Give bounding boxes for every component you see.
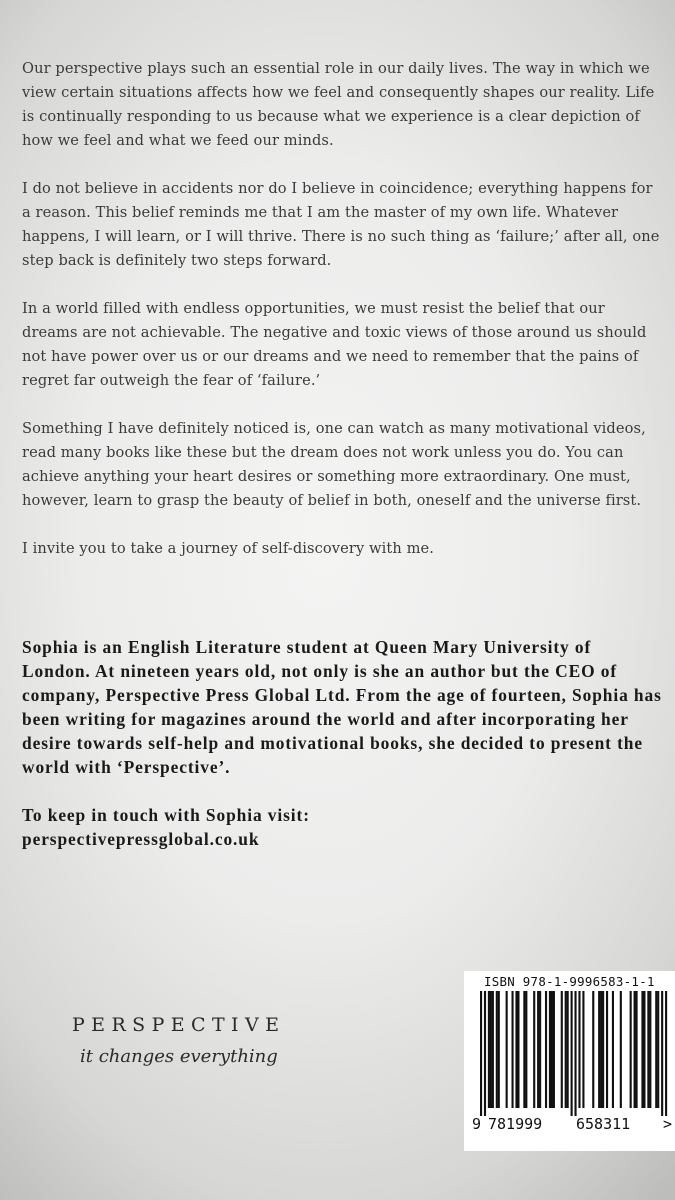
barcode-bar bbox=[643, 991, 645, 1108]
barcode-bar bbox=[549, 991, 551, 1108]
barcode-bar bbox=[506, 991, 508, 1108]
blurb-paragraph-5: I invite you to take a journey of self-discovery with me. bbox=[22, 540, 435, 557]
barcode-bar bbox=[620, 991, 622, 1108]
barcode-bar bbox=[630, 991, 632, 1108]
barcode-bars bbox=[468, 991, 671, 1116]
isbn-barcode bbox=[464, 971, 675, 1151]
ean-left-group: 781999 bbox=[488, 1115, 543, 1133]
blurb-paragraph-4: Something I have definitely noticed is, one can watch as many motivational videos, read many books like these but the dream does not work unless you do. You can achieve anything your heart desires or something more extraordinary. One must, however, learn to grasp the beauty of belief in both, oneself and the universe first. bbox=[22, 420, 646, 509]
barcode-bar bbox=[574, 991, 576, 1116]
blurb-paragraph-1: Our perspective plays such an essential role in our daily lives. The way in which we view certain situations affects how we feel and consequently shapes our reality. Life is continually responding to us because what we experience is a clear depiction of how we feel and what we feed our minds. bbox=[22, 60, 655, 149]
barcode-bar bbox=[533, 991, 535, 1108]
barcode-bar bbox=[484, 991, 486, 1116]
ean-first-digit: 9 bbox=[472, 1115, 482, 1133]
blurb-paragraph-3: In a world filled with endless opportunities, we must resist the belief that our dreams are not achievable. The negative and toxic views of those around us should not have power over us or our dreams and we need to remember that the pains of regret far outweigh the fear of ‘failure.’ bbox=[22, 300, 647, 389]
barcode-bar bbox=[551, 991, 553, 1108]
barcode-bar bbox=[567, 991, 569, 1108]
barcode-bar bbox=[661, 991, 663, 1116]
barcode-bar bbox=[539, 991, 541, 1108]
barcode-bar bbox=[649, 991, 651, 1108]
barcode-bar bbox=[488, 991, 490, 1108]
barcode-bar bbox=[665, 991, 667, 1116]
barcode-bar bbox=[578, 991, 580, 1108]
barcode-bar bbox=[553, 991, 555, 1108]
barcode-bar bbox=[592, 991, 594, 1108]
barcode-bar bbox=[517, 991, 519, 1108]
barcode-bar bbox=[490, 991, 492, 1108]
barcode-bar bbox=[657, 991, 659, 1108]
barcode-bar bbox=[561, 991, 563, 1108]
barcode-bar bbox=[636, 991, 638, 1108]
blurb-paragraph-2: I do not believe in accidents nor do I believe in coincidence; everything happens for a reason. This belief reminds me that I am the master of my own life. Whatever happens, I will learn, or I will thrive. There is no such thing as ‘failure;’ after all, one step back is definitely two steps forward. bbox=[22, 180, 660, 269]
brand-tagline: it changes everything bbox=[80, 1046, 278, 1067]
barcode-bar bbox=[525, 991, 527, 1108]
barcode-bar bbox=[612, 991, 614, 1108]
barcode-bar bbox=[655, 991, 657, 1108]
isbn-label: ISBN 978-1-9996583-1-1 bbox=[484, 974, 655, 989]
brand-logo bbox=[72, 1014, 352, 1067]
barcode-bar bbox=[647, 991, 649, 1108]
barcode-bar bbox=[641, 991, 643, 1108]
author-bio bbox=[22, 635, 662, 851]
website-link[interactable]: perspectivepressglobal.co.uk bbox=[22, 829, 260, 849]
barcode-bar bbox=[565, 991, 567, 1108]
barcode-bar bbox=[492, 991, 494, 1108]
contact-label: To keep in touch with Sophia visit: bbox=[22, 805, 310, 825]
ean-digits bbox=[464, 1115, 675, 1137]
barcode-bar bbox=[602, 991, 604, 1108]
ean-quiet-mark: > bbox=[663, 1115, 673, 1133]
brand-title: PERSPECTIVE bbox=[72, 1014, 286, 1036]
barcode-bar bbox=[606, 991, 608, 1108]
blurb-text bbox=[22, 57, 662, 585]
ean-right-group: 658311 bbox=[576, 1115, 631, 1133]
barcode-bar bbox=[498, 991, 500, 1108]
barcode-bar bbox=[515, 991, 517, 1108]
barcode-bar bbox=[523, 991, 525, 1108]
barcode-bar bbox=[600, 991, 602, 1108]
barcode-bar bbox=[634, 991, 636, 1108]
barcode-bar bbox=[571, 991, 573, 1116]
barcode-bar bbox=[496, 991, 498, 1108]
barcode-bar bbox=[537, 991, 539, 1108]
barcode-bar bbox=[511, 991, 513, 1108]
barcode-bar bbox=[582, 991, 584, 1108]
author-bio-text: Sophia is an English Literature student at Queen Mary University of London. At nineteen years old, not only is she an author but the CEO of company, Perspective Press Global Ltd. From the age of fourteen, Sophia has been writing for magazines around the world and after incorporating her desire towards self-help and motivational books, she decided to present the world with ‘Perspective’. bbox=[22, 637, 662, 777]
barcode-bar bbox=[480, 991, 482, 1116]
barcode-bar bbox=[598, 991, 600, 1108]
barcode-bar bbox=[545, 991, 547, 1108]
